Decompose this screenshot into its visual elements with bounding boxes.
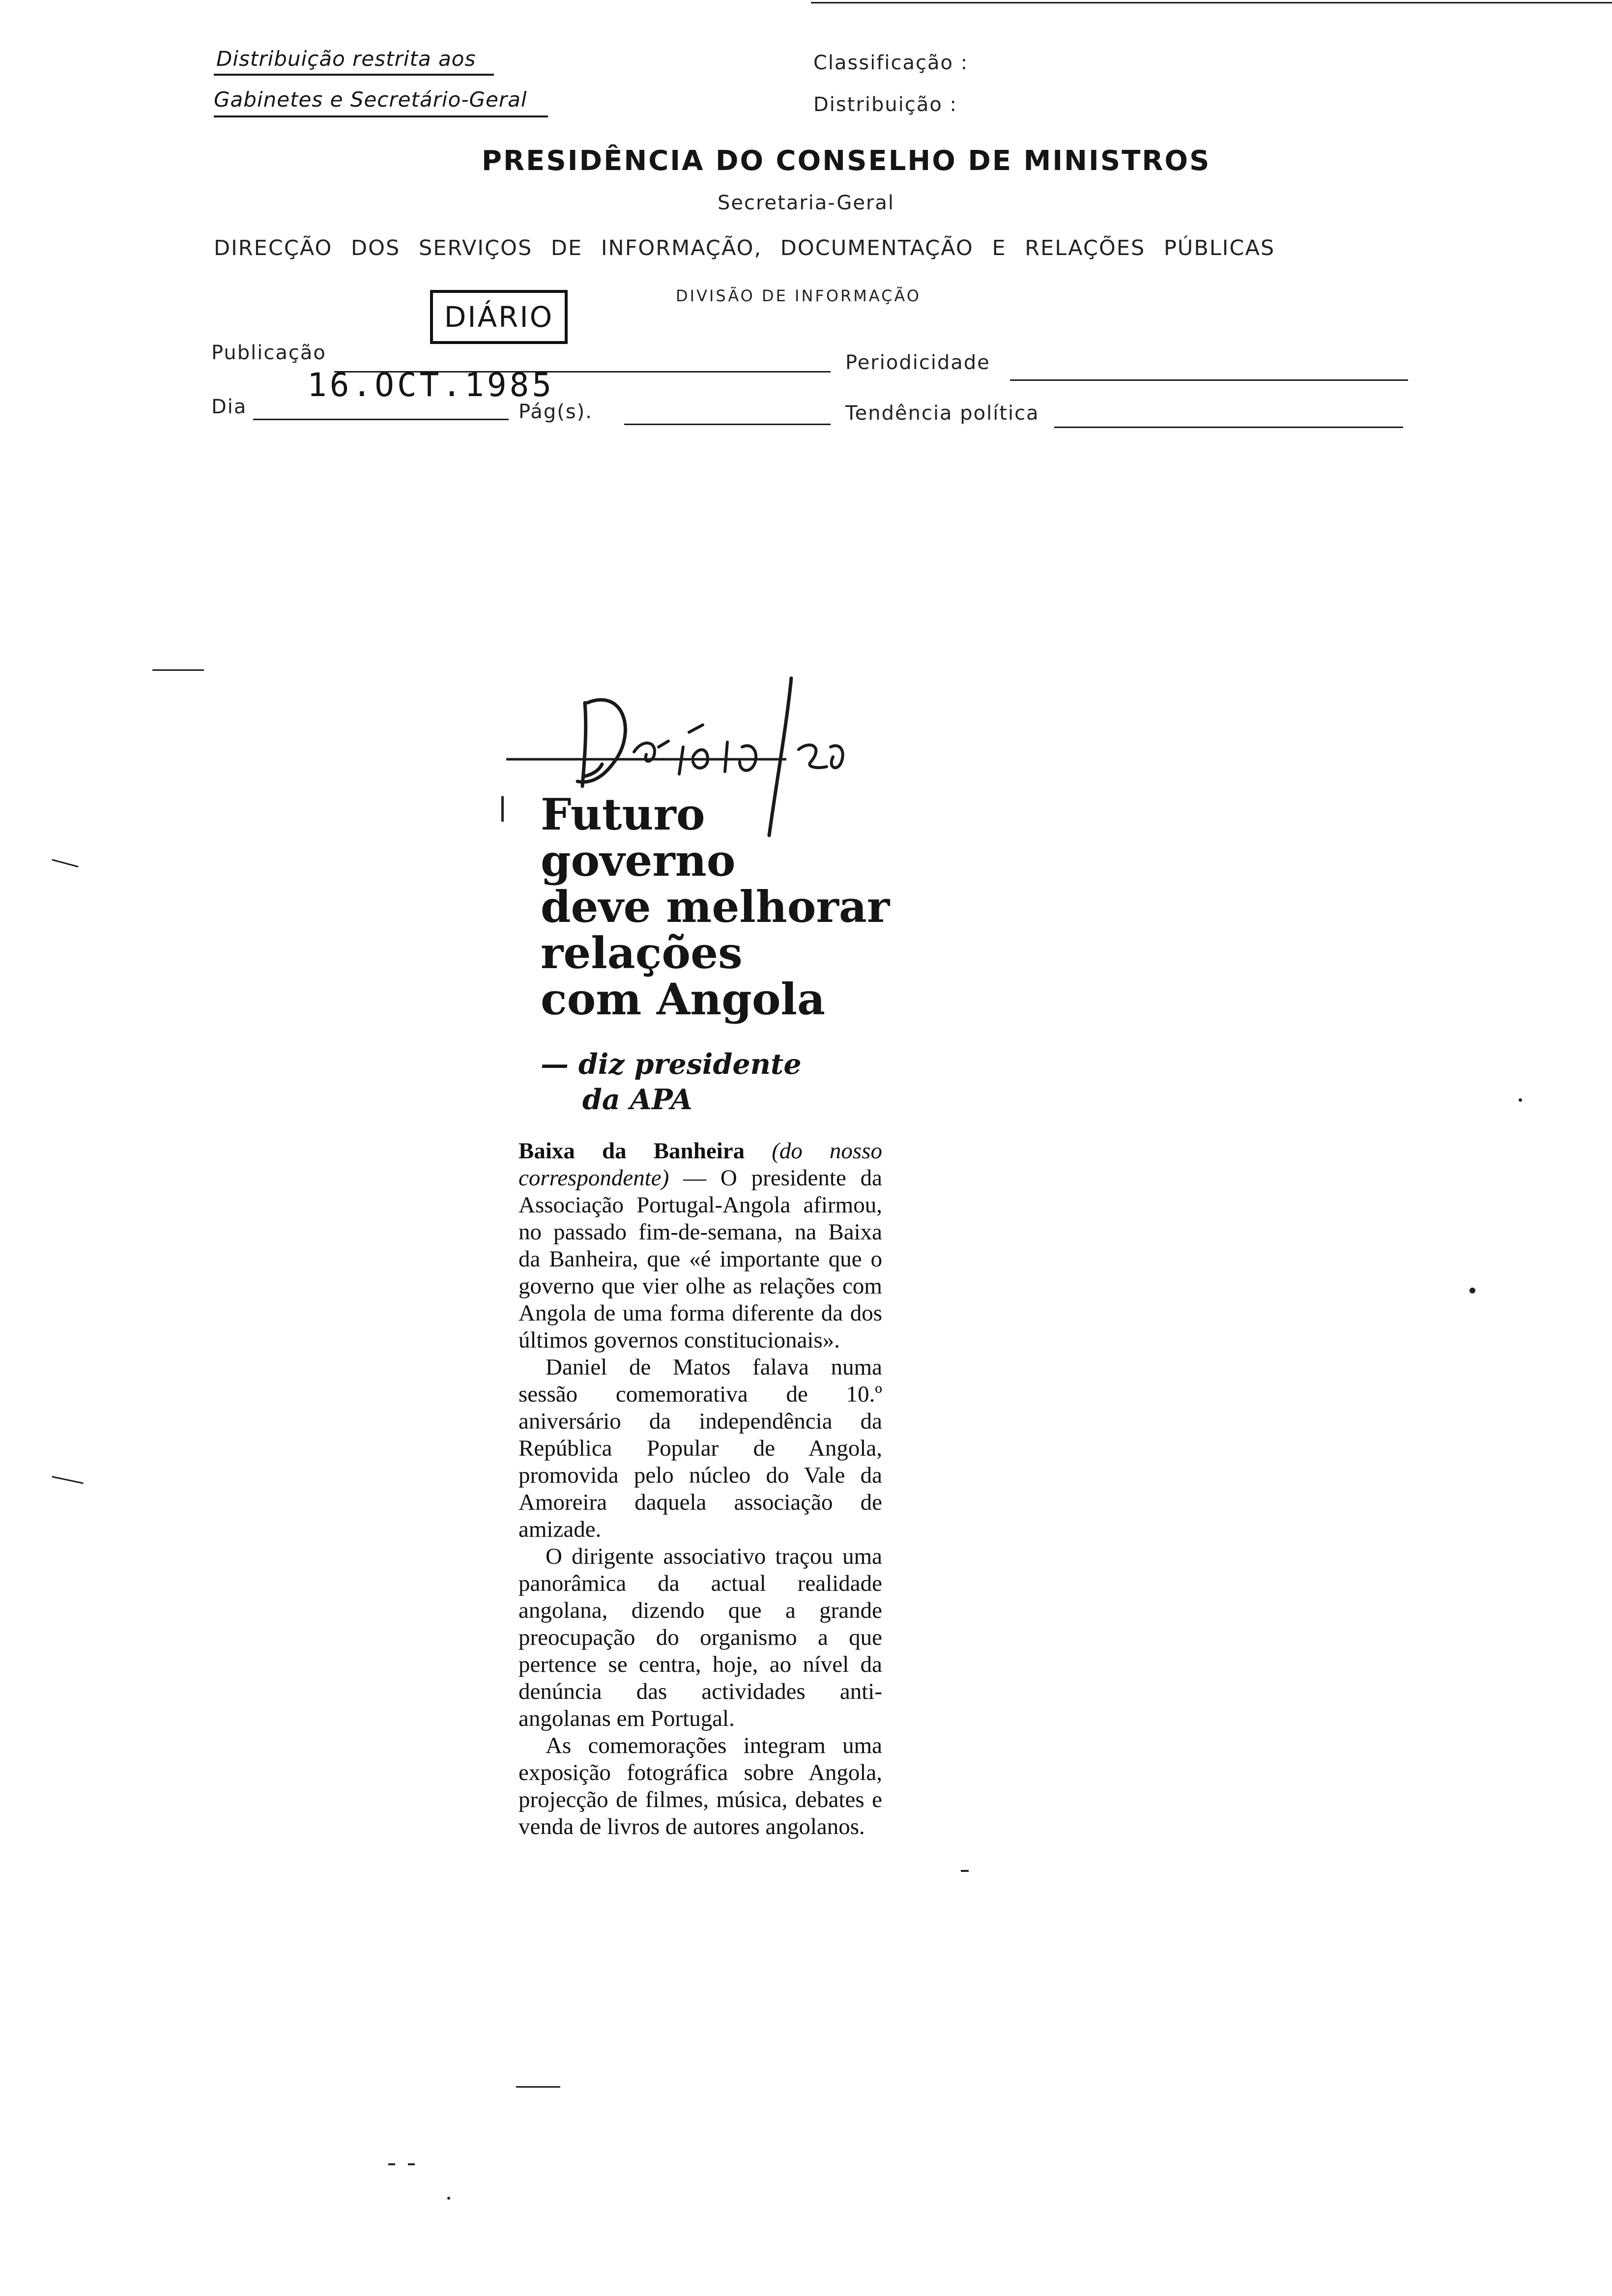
directorate-label: DIRECÇÃO DOS SERVIÇOS DE INFORMAÇÃO, DOCUMENTAÇÃO E RELAÇÕES PÚBLICAS [214,236,1275,260]
distribution-line-1: Distribuição restrita aos [216,47,476,71]
distribution-line-2: Gabinetes e Secretário-Geral [214,87,527,112]
political-tendency-line [1054,427,1403,428]
classification-label: Classificação : [813,52,969,74]
paragraph-1-text: — O presidente da Associação Portugal-Angola afirmou, no passado fim-de-semana, na Baixa da Banheira, que «é importante que o governo que vier olhe as relações com Angola de uma forma diferente da dos últimos governos constitucionais». [518,1165,882,1353]
periodicity-label: Periodicidade [845,351,990,374]
publication-label: Publicação [211,342,326,364]
scan-dot-5 [408,2163,415,2165]
scan-dot-3 [961,1870,969,1872]
secretariat-label: Secretaria-Geral [718,192,895,214]
article-headline [541,789,894,1025]
article-paragraph-2: Daniel de Matos falava numa sessão comemorativa de 10.º aniversário da independência da República Popular de Angola, promovida pelo núcleo do Vale da Amoreira daquela associação de amizade. [518,1354,882,1542]
article-body [518,1138,882,1840]
margin-mark-1 [152,669,204,671]
top-edge-rule [811,2,1612,3]
distribution-underline-1 [214,74,494,76]
pages-line [624,424,831,425]
scan-dot-2 [1519,1098,1522,1102]
article-subhead [541,1047,802,1118]
distribution-underline-2 [214,115,548,117]
headline-line-3: deve melhorar [541,881,890,932]
article-paragraph-3: O dirigente associativo traçou uma panorâmica da actual realidade angolana, dizendo que a grande preocupação do organismo a que pertence se centra, hoje, ao nível da denúncia das actividades anti-angolanas em Portugal. [518,1544,882,1731]
day-line [253,419,509,420]
publication-stamp: DIÁRIO [430,290,568,344]
division-label: DIVISÃO DE INFORMAÇÃO [676,287,921,305]
subhead-line-2: da APA [582,1083,692,1116]
main-title: PRESIDÊNCIA DO CONSELHO DE MINISTROS [482,145,1211,177]
headline-line-2: governo [541,835,736,886]
headline-side-mark [501,796,504,822]
headline-line-1: Futuro [541,789,705,840]
scan-dot-4 [388,2163,395,2165]
headline-line-5: com Angola [541,974,825,1025]
pages-label: Pág(s). [518,401,593,423]
distribution-label: Distribuição : [813,93,958,116]
article-paragraph-1 [518,1138,882,1354]
political-tendency-label: Tendência política [845,402,1039,425]
lead-source: (do nosso correspondente) [518,1138,882,1191]
margin-mark-3 [52,1476,83,1484]
scan-dot-6 [447,2197,450,2200]
lead-place: Baixa da Banheira [518,1138,745,1164]
article-end-rule [516,2086,560,2088]
periodicity-line [1010,379,1408,381]
margin-mark-2 [52,859,79,867]
scan-dot-1 [1469,1288,1475,1293]
day-label: Dia [211,396,247,418]
headline-line-4: relações [541,927,743,978]
date-stamp: 16.OCT.1985 [307,366,555,404]
subhead-line-1: — diz presidente [541,1048,802,1081]
article-paragraph-4: As comemorações integram uma exposição fotográfica sobre Angola, projecção de filmes, música, debates e venda de livros de autores angolanos. [518,1733,882,1839]
